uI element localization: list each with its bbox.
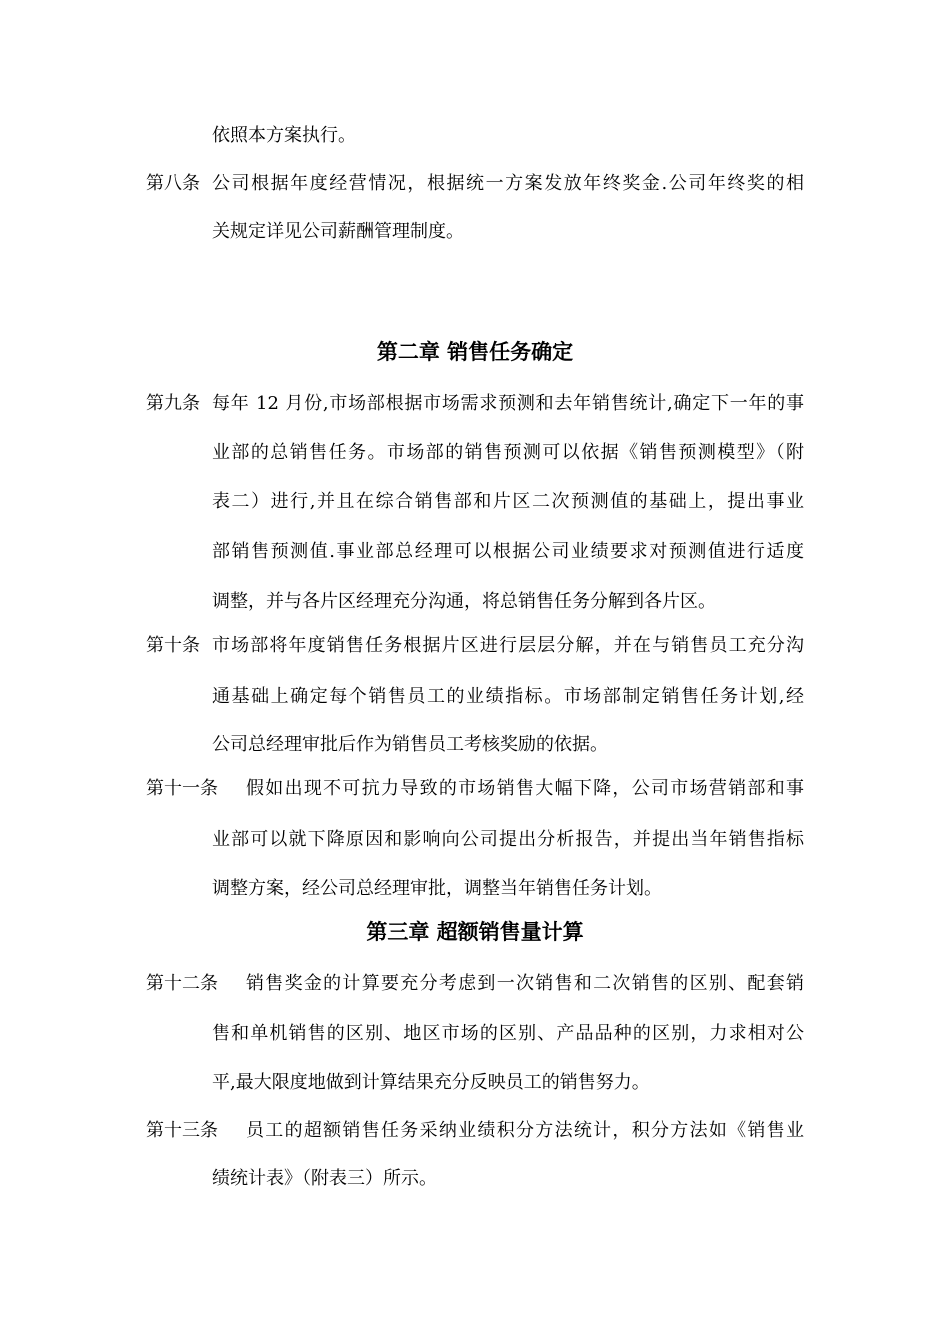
article-9-line-3: 表二）进行,并且在综合销售部和片区二次预测值的基础上，提出事业 [212, 491, 804, 512]
article-11-line-1: 假如出现不可抗力导致的市场销售大幅下降，公司市场营销部和事 [246, 778, 804, 799]
article-9-label: 第九条 [146, 393, 200, 414]
article-12-label: 第十二条 [146, 973, 218, 994]
article-9-line-1: 每年 12 月份,市场部根据市场需求预测和去年销售统计,确定下一年的事 [212, 393, 804, 414]
article-11-label: 第十一条 [146, 778, 218, 799]
continuation-line: 依照本方案执行。 [212, 125, 356, 146]
article-13-line-2: 绩统计表》（附表三）所示。 [212, 1168, 437, 1189]
article-12-line-3: 平,最大限度地做到计算结果充分反映员工的销售努力。 [212, 1072, 650, 1093]
article-8-line-1: 公司根据年度经营情况，根据统一方案发放年终奖金.公司年终奖的相 [212, 173, 804, 194]
article-12-line-1: 销售奖金的计算要充分考虑到一次销售和二次销售的区别、配套销 [246, 973, 804, 994]
article-9-line-2: 业部的总销售任务。市场部的销售预测可以依据《销售预测模型》（附 [212, 442, 804, 463]
article-10-label: 第十条 [146, 635, 200, 656]
article-8-line-2: 关规定详见公司薪酬管理制度。 [212, 221, 464, 242]
chapter-3-heading: 第三章 超额销售量计算 [366, 919, 584, 944]
article-9-line-5: 调整，并与各片区经理充分沟通，将总销售任务分解到各片区。 [212, 591, 716, 612]
article-11-line-2: 业部可以就下降原因和影响向公司提出分析报告，并提出当年销售指标 [212, 829, 804, 850]
chapter-2-heading: 第二章 销售任务确定 [376, 339, 574, 364]
article-12-line-2: 售和单机销售的区别、地区市场的区别、产品品种的区别，力求相对公 [212, 1023, 804, 1044]
article-11-line-3: 调整方案，经公司总经理审批，调整当年销售任务计划。 [212, 878, 662, 899]
article-13-label: 第十三条 [146, 1120, 218, 1141]
article-10-line-2: 通基础上确定每个销售员工的业绩指标。市场部制定销售任务计划,经 [212, 686, 804, 707]
article-10-line-1: 市场部将年度销售任务根据片区进行层层分解，并在与销售员工充分沟 [212, 635, 804, 656]
article-9-line-4: 部销售预测值.事业部总经理可以根据公司业绩要求对预测值进行适度 [212, 541, 804, 562]
article-8-label: 第八条 [146, 173, 200, 194]
article-13-line-1: 员工的超额销售任务采纳业绩积分方法统计，积分方法如《销售业 [246, 1120, 804, 1141]
article-10-line-3: 公司总经理审批后作为销售员工考核奖励的依据。 [212, 734, 608, 755]
